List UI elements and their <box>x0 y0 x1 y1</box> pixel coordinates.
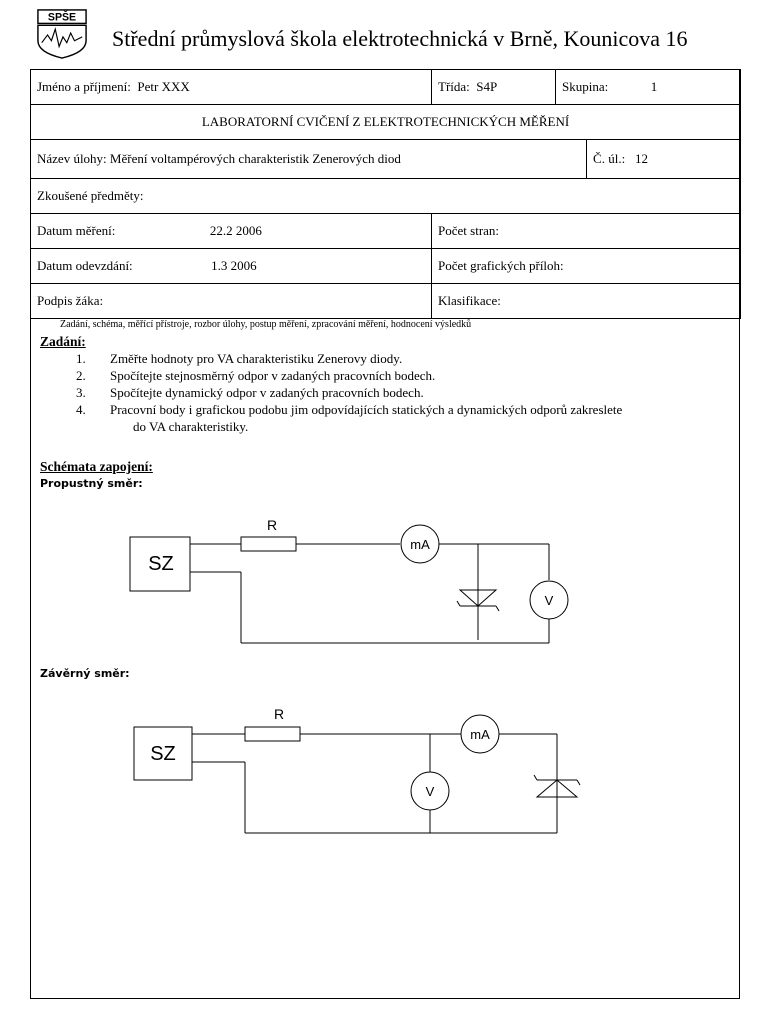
voltmeter-label: V <box>425 784 435 799</box>
lab-title: LABORATORNÍ CVIČENÍ Z ELEKTROTECHNICKÝCH MĚŘENÍ <box>31 105 741 140</box>
class-cell <box>432 70 556 105</box>
date-value: 22.2 2006 <box>209 223 262 238</box>
subjects-cell <box>31 179 741 214</box>
source-label: SZ <box>148 553 174 575</box>
graphs-cell <box>432 249 741 284</box>
ammeter-label: mA <box>470 727 490 742</box>
task-list <box>40 350 740 435</box>
reverse-label: Závěrný směr: <box>40 667 130 680</box>
signature-cell <box>31 284 432 319</box>
class-label: Třída: <box>438 79 470 94</box>
submit-date-cell <box>31 249 432 284</box>
graphs-label: Počet grafických příloh: <box>438 258 564 273</box>
forward-label: Propustný směr: <box>40 477 143 490</box>
pages-cell <box>432 214 741 249</box>
list-item: 2. Spočítejte stejnosměrný odpor v zadaných pracovních bodech. <box>76 368 436 383</box>
submit-date-label: Datum odevzdání: <box>37 258 133 273</box>
form-table <box>30 69 741 319</box>
school-name: Střední průmyslová škola elektrotechnická v Brně, Kounicova 16 <box>112 26 688 51</box>
date-cell <box>31 214 432 249</box>
list-item: 1. Změřte hodnoty pro VA charakteristiku Zenerovy diody. <box>76 351 403 366</box>
task-label: Název úlohy: <box>37 151 107 166</box>
date-label: Datum měření: <box>37 223 116 238</box>
subjects-label: Zkoušené předměty: <box>37 188 144 203</box>
name-label: Jméno a příjmení: <box>37 79 131 94</box>
source-label: SZ <box>150 743 176 765</box>
signature-label: Podpis žáka: <box>37 293 104 308</box>
task-number-cell <box>587 140 741 179</box>
group-cell <box>556 70 741 105</box>
name-cell <box>31 70 432 105</box>
list-item-continuation: do VA charakteristiky. <box>133 419 249 434</box>
grade-cell <box>432 284 741 319</box>
list-item: 4. Pracovní body i grafickou podobu jim odpovídajících statických a dynamických odporů zakreslete <box>76 402 623 417</box>
group-label: Skupina: <box>562 79 609 94</box>
task-cell <box>31 140 587 179</box>
task-number-value: 12 <box>634 151 648 166</box>
task-number-label: Č. úl.: <box>593 151 626 166</box>
assignment-heading: Zadání: <box>40 334 86 349</box>
school-logo <box>32 8 92 60</box>
resistor-label: R <box>273 706 285 722</box>
voltmeter-label: V <box>544 593 554 608</box>
grade-label: Klasifikace: <box>438 293 501 308</box>
ammeter-label: mA <box>410 537 430 552</box>
list-item: 3. Spočítejte dynamický odpor v zadaných pracovních bodech. <box>76 385 424 400</box>
outline-text: Zadání, schéma, měřící přístroje, rozbor úlohy, postup měření, zpracování měření, hodnocení výsledků <box>60 319 472 330</box>
group-value: 1 <box>650 79 658 94</box>
logo-text: SPŠE <box>47 11 77 24</box>
class-value: S4P <box>476 79 498 94</box>
submit-date-value: 1.3 2006 <box>211 258 257 273</box>
pages-label: Počet stran: <box>438 223 500 238</box>
name-value: Petr XXX <box>137 79 190 94</box>
resistor-label: R <box>266 517 278 533</box>
schemes-heading: Schémata zapojení: <box>40 459 153 474</box>
task-value: Měření voltampérových charakteristik Zenerových diod <box>109 151 401 166</box>
